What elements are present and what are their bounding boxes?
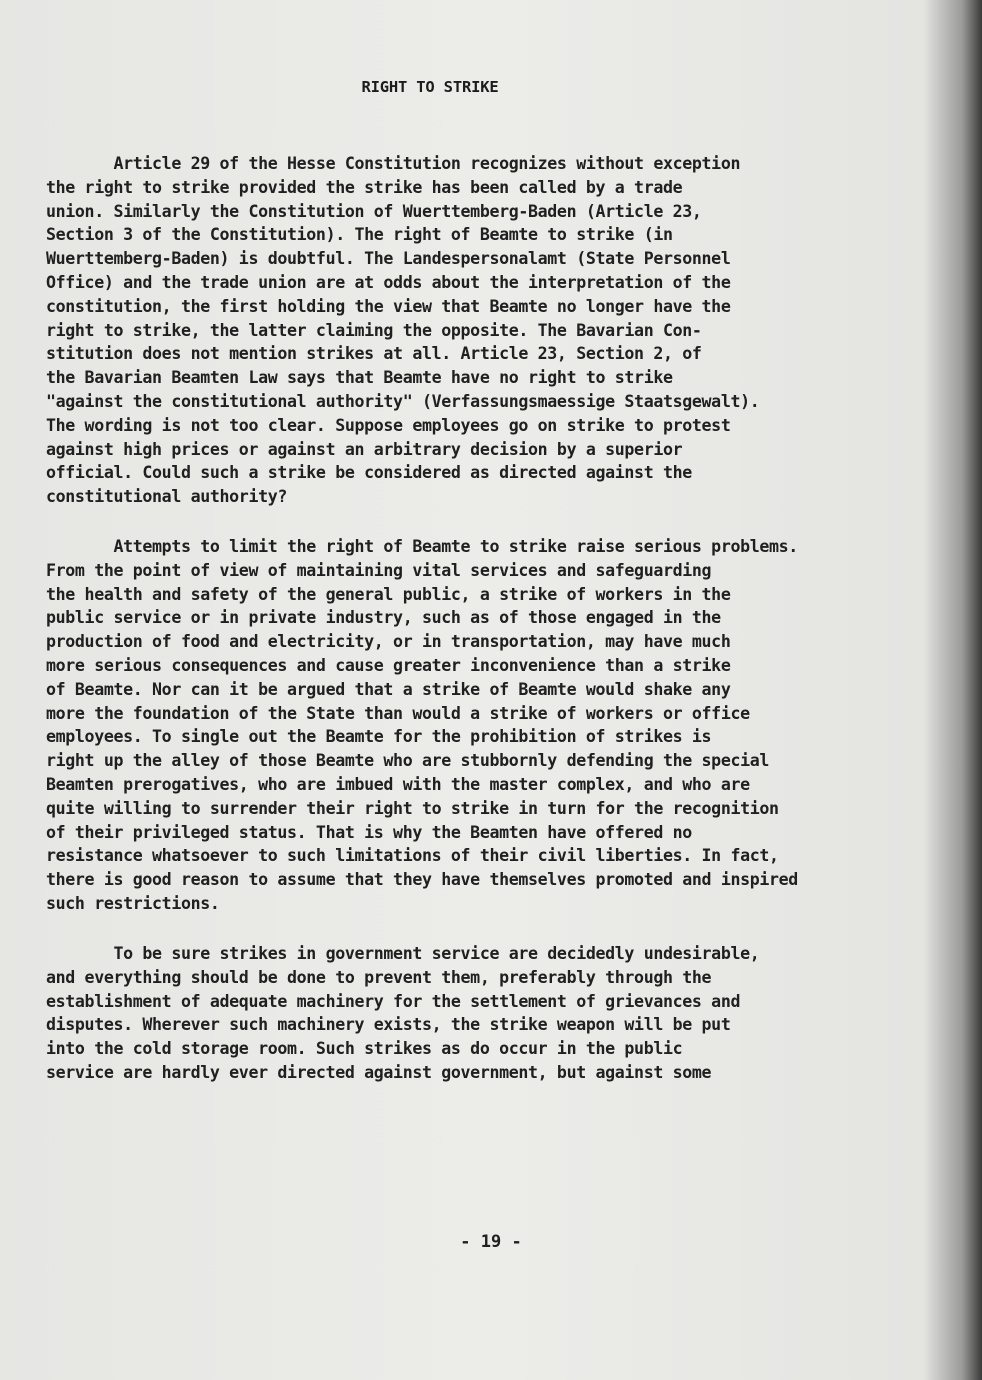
page-number: - 19 - [460, 1232, 522, 1252]
text-line: of their privileged status. That is why the Beamten have offered no [46, 822, 692, 842]
text-line: such restrictions. [46, 893, 220, 913]
text-line: To be sure strikes in government service are decidedly undesirable, [46, 944, 760, 963]
text-line: and everything should be done to prevent them, preferably through the [46, 967, 712, 987]
text-line: more the foundation of the State than would a strike of workers or office [46, 703, 750, 723]
text-line: Beamten prerogatives, who are imbued with the master complex, and who are [46, 774, 750, 794]
text-line: union. Similarly the Constitution of Wuerttemberg-Baden (Article 23, [46, 201, 702, 221]
text-line: constitutional authority? [46, 487, 288, 507]
page-title: RIGHT TO STRIKE [361, 78, 499, 96]
text-line: the Bavarian Beamten Law says that Beamte have no right to strike [46, 368, 673, 388]
text-line: Wuerttemberg-Baden) is doubtful. The Landespersonalamt (State Personnel [46, 249, 731, 269]
text-line: into the cold storage room. Such strikes as do occur in the public [46, 1039, 683, 1059]
paragraph-3 [46, 942, 966, 1085]
text-line: Attempts to limit the right of Beamte to strike raise serious problems. [46, 537, 798, 556]
text-line: there is good reason to assume that they have themselves promoted and inspired [46, 870, 798, 890]
text-line: establishment of adequate machinery for the settlement of grievances and [46, 991, 741, 1011]
text-line: against high prices or against an arbitrary decision by a superior [46, 439, 683, 459]
text-line: Section 3 of the Constitution). The right of Beamte to strike (in [46, 225, 673, 245]
text-line: right up the alley of those Beamte who are stubbornly defending the special [46, 751, 770, 771]
text-line: official. Could such a strike be considered as directed against the [46, 463, 692, 483]
text-line: service are hardly ever directed against government, but against some [46, 1062, 712, 1082]
text-line: the right to strike provided the strike has been called by a trade [46, 177, 683, 197]
text-line: stitution does not mention strikes at all. Article 23, Section 2, of [46, 344, 702, 364]
text-line: From the point of view of maintaining vital services and safeguarding [46, 560, 712, 580]
text-line: constitution, the first holding the view that Beamte no longer have the [46, 296, 731, 316]
text-line: employees. To single out the Beamte for the prohibition of strikes is [46, 727, 712, 747]
text-line: disputes. Wherever such machinery exists, the strike weapon will be put [46, 1015, 731, 1035]
text-line: the health and safety of the general public, a strike of workers in the [46, 584, 731, 604]
text-line: "against the constitutional authority" (Verfassungsmaessige Staatsgewalt). [46, 391, 760, 411]
text-line: Office) and the trade union are at odds about the interpretation of the [46, 272, 731, 292]
text-line: production of food and electricity, or in transportation, may have much [46, 632, 731, 652]
text-line: resistance whatsoever to such limitations of their civil liberties. In fact, [46, 846, 779, 866]
text-line: public service or in private industry, such as of those engaged in the [46, 608, 721, 628]
text-line: quite willing to surrender their right to strike in turn for the recognition [46, 798, 779, 818]
text-line: of Beamte. Nor can it be argued that a strike of Beamte would shake any [46, 679, 731, 699]
text-line: The wording is not too clear. Suppose employees go on strike to protest [46, 415, 731, 435]
text-line: more serious consequences and cause greater inconvenience than a strike [46, 655, 731, 675]
paragraph-1 [46, 152, 966, 509]
text-line: right to strike, the latter claiming the opposite. The Bavarian Con- [46, 320, 702, 340]
text-line: Article 29 of the Hesse Constitution recognizes without exception [46, 154, 741, 173]
paragraph-2 [46, 535, 966, 916]
